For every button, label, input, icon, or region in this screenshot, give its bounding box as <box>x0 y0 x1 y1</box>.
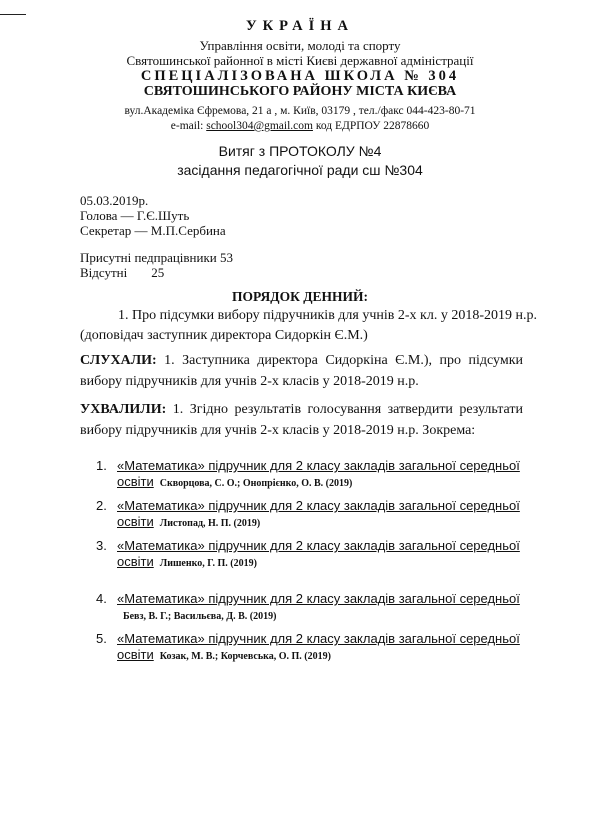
textbook-title-end: освіти <box>117 554 154 569</box>
header-department: Управління освіти, молоді та спорту <box>199 38 401 53</box>
agenda-speaker: (доповідач заступник директора Сидоркін Є.М.) <box>80 328 368 343</box>
email-label: e-mail: <box>170 120 204 132</box>
textbook-authors: Скворцова, С. О.; Онопрієнко, О. В. (2019) <box>159 478 353 489</box>
textbook-line-2 <box>117 474 352 489</box>
header-school-name: СПЕЦІАЛІЗОВАНА ШКОЛА № 304 <box>140 68 460 84</box>
textbook-title: «Математика» підручник для 2 класу закладів загальної середньої <box>117 631 520 646</box>
textbook-line-2 <box>117 554 257 569</box>
heard-label: СЛУХАЛИ: <box>80 353 157 368</box>
textbook-authors: Листопад, Н. П. (2019) <box>159 518 261 529</box>
resolved-line-2: вибору підручників для учнів 2-х класів у 2018-2019 н.р. Зокрема: <box>80 423 476 438</box>
header-country: УКРАЇНА <box>245 18 355 34</box>
textbook-number: 2. <box>96 498 107 513</box>
textbook-number: 4. <box>96 591 107 606</box>
textbook-number: 1. <box>96 458 107 473</box>
secretary: Секретар — М.П.Сербина <box>80 223 226 238</box>
heard-text-1: 1. Заступника директора Сидоркіна Є.М.), про підсумки <box>164 353 523 368</box>
textbook-authors: Козак, М. В.; Корчевська, О. П. (2019) <box>159 651 331 662</box>
present-count: Присутні педпрацівники 53 <box>80 250 233 265</box>
resolved-label: УХВАЛИЛИ: <box>80 402 167 417</box>
header-school-district: СВЯТОШИНСЬКОГО РАЙОНУ МІСТА КИЄВА <box>143 84 457 99</box>
textbook-title-end: освіти <box>117 474 154 489</box>
textbook-line-2 <box>117 607 276 622</box>
header-contacts <box>0 120 600 132</box>
absent-count <box>80 265 164 281</box>
agenda-heading: ПОРЯДОК ДЕННИЙ: <box>231 289 369 304</box>
header-address: вул.Академіка Єфремова, 21 а , м. Київ, 03179 , тел./факс 044-423-80-71 <box>124 105 476 117</box>
textbook-authors: Лишенко, Г. П. (2019) <box>159 558 257 569</box>
textbook-title: «Математика» підручник для 2 класу закладів загальної середньої <box>117 591 520 606</box>
email-link[interactable]: school304@gmail.com <box>206 120 313 132</box>
absent-label: Відсутні <box>80 265 128 280</box>
textbook-title: «Математика» підручник для 2 класу закладів загальної середньої <box>117 498 520 513</box>
textbook-title-end: освіти <box>117 514 154 529</box>
textbook-authors: Бевз, В. Г.; Васильєва, Д. В. (2019) <box>123 611 277 622</box>
chairman: Голова — Г.Є.Шуть <box>80 208 190 223</box>
absent-value: 25 <box>151 265 165 280</box>
document-subtitle: засідання педагогічної ради сш №304 <box>177 162 423 178</box>
resolved-text-1: 1. Згідно результатів голосування затвердити результати <box>172 402 523 417</box>
resolved-line-1 <box>80 402 523 418</box>
edrpou-code: код ЕДРПОУ 22878660 <box>315 120 430 132</box>
textbook-title: «Математика» підручник для 2 класу закладів загальної середньої <box>117 538 520 553</box>
meeting-date: 05.03.2019р. <box>80 193 149 208</box>
corner-mark <box>0 14 26 15</box>
textbook-title: «Математика» підручник для 2 класу закладів загальної середньої <box>117 458 520 473</box>
textbook-number: 3. <box>96 538 107 553</box>
heard-line-2: вибору підручників для учнів 2-х класів у 2018-2019 н.р. <box>80 374 419 389</box>
agenda-item-1: 1. Про підсумки вибору підручників для учнів 2-х кл. у 2018-2019 н.р. <box>118 308 537 323</box>
textbook-title-end: освіти <box>117 647 154 662</box>
textbook-line-2 <box>117 647 331 662</box>
document-title: Витяг з ПРОТОКОЛУ №4 <box>218 143 382 159</box>
heard-line-1 <box>80 353 523 369</box>
textbook-number: 5. <box>96 631 107 646</box>
header-district-admin: Святошинської районної в місті Києві державної адміністрації <box>126 53 474 68</box>
textbook-line-2 <box>117 514 260 529</box>
